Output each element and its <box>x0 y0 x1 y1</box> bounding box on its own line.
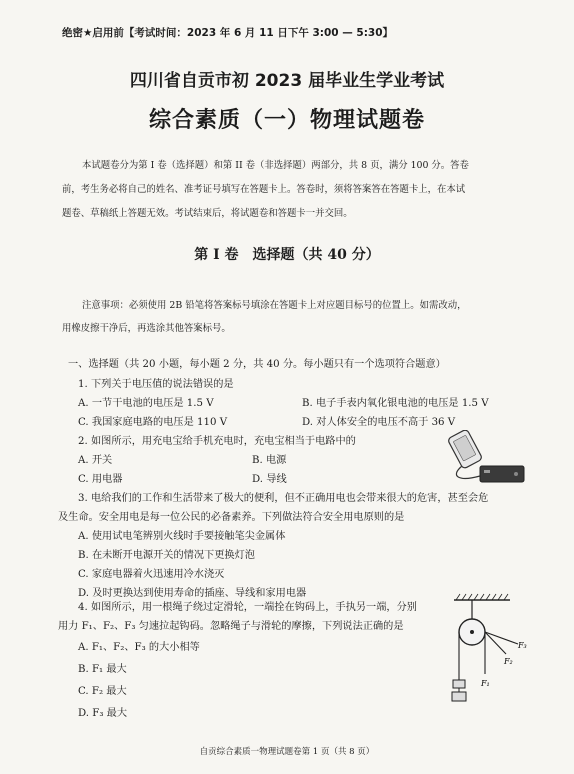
exam-title: 四川省自贡市初 2023 届毕业生学业考试 <box>129 71 445 91</box>
q3-option-c: C. 家庭电器着火迅速用冷水浇灭 <box>78 569 225 580</box>
intro-line: 题卷、草稿纸上答题无效。考试结束后，将试题卷和答题卡一并交回。 <box>62 208 353 219</box>
f3-label: F₃ <box>518 641 527 650</box>
q4-option-d: D. F₃ 最大 <box>78 708 128 719</box>
charging-cable <box>456 466 480 478</box>
exam-header: 绝密★启用前【考试时间：2023 年 6 月 11 日下午 3:00 — 5:30】 <box>62 27 394 39</box>
q1-option-d: D. 对人体安全的电压不高于 36 V <box>302 417 456 428</box>
power-bank-figure <box>440 430 528 486</box>
q1-option-c: C. 我国家庭电路的电压是 110 V <box>78 417 228 428</box>
pulley-figure <box>448 592 536 718</box>
f1-label: F₁ <box>481 679 490 688</box>
phone-icon <box>447 430 482 469</box>
q3-option-d: D. 及时更换达到使用寿命的插座、导线和家用电器 <box>78 588 307 599</box>
f2-label: F₂ <box>504 657 513 666</box>
page-footer: 自贡综合素质一物理试题卷第 1 页（共 8 页） <box>199 747 375 757</box>
paper-title: 综合素质（一）物理试题卷 <box>148 108 425 133</box>
q4-option-a: A. F₁、F₂、F₃ 的大小相等 <box>78 642 200 653</box>
question-3-stem-cont: 及生命。安全用电是每一位公民的必备素养。下列做法符合安全用电原则的是 <box>58 512 405 523</box>
question-4-stem-cont: 用力 F₁、F₂、F₃ 匀速拉起钩码。忽略绳子与滑轮的摩擦，下列说法正确的是 <box>58 621 404 632</box>
q3-option-b: B. 在未断开电源开关的情况下更换灯泡 <box>78 550 255 561</box>
q2-option-a: A. 开关 <box>78 455 113 466</box>
question-4-stem: 4. 如图所示，用一根绳子绕过定滑轮，一端拴在钩码上，手执另一端，分别 <box>78 602 417 613</box>
q3-option-a: A. 使用试电笔辨别火线时手要接触笔尖金属体 <box>78 531 286 542</box>
force-f3-rope <box>485 632 518 644</box>
q1-option-b: B. 电子手表内氧化银电池的电压是 1.5 V <box>302 398 489 409</box>
q4-option-c: C. F₂ 最大 <box>78 686 127 697</box>
question-1-stem: 1. 下列关于电压值的说法错误的是 <box>78 379 234 390</box>
section-title: 第 I 卷 选择题（共 40 分） <box>194 247 380 263</box>
q2-option-c: C. 用电器 <box>78 474 123 485</box>
pulley-wheel-icon <box>459 619 485 645</box>
intro-line: 本试题卷分为第 I 卷（选择题）和第 II 卷（非选择题）两部分，共 8 页，满分 100 分。答卷 <box>82 160 469 171</box>
part-title: 一、选择题（共 20 小题，每小题 2 分，共 40 分。每小题只有一个选项符合题意） <box>68 359 446 370</box>
notice-line: 用橡皮擦干净后，再选涂其他答案标号。 <box>62 323 231 334</box>
question-2-stem: 2. 如图所示，用充电宝给手机充电时，充电宝相当于电路中的 <box>78 436 356 447</box>
q2-option-b: B. 电源 <box>252 455 287 466</box>
q1-option-a: A. 一节干电池的电压是 1.5 V <box>78 398 214 409</box>
intro-line: 前，考生务必将自己的姓名、准考证号填写在答题卡上。答卷时，须将答案答在答题卡上，在本试 <box>62 184 466 195</box>
hook-weight-icon <box>452 680 466 701</box>
q4-option-b: B. F₁ 最大 <box>78 664 127 675</box>
question-3-stem: 3. 电给我们的工作和生活带来了极大的便利，但不正确用电也会带来很大的危害，甚至会危 <box>78 493 489 504</box>
q2-option-d: D. 导线 <box>252 474 287 485</box>
notice-line: 注意事项：必须使用 2B 铅笔将答案标号填涂在答题卡上对应题目标号的位置上。如需改动， <box>82 300 467 311</box>
power-bank-icon <box>480 466 524 482</box>
ceiling-hatch <box>454 594 510 600</box>
